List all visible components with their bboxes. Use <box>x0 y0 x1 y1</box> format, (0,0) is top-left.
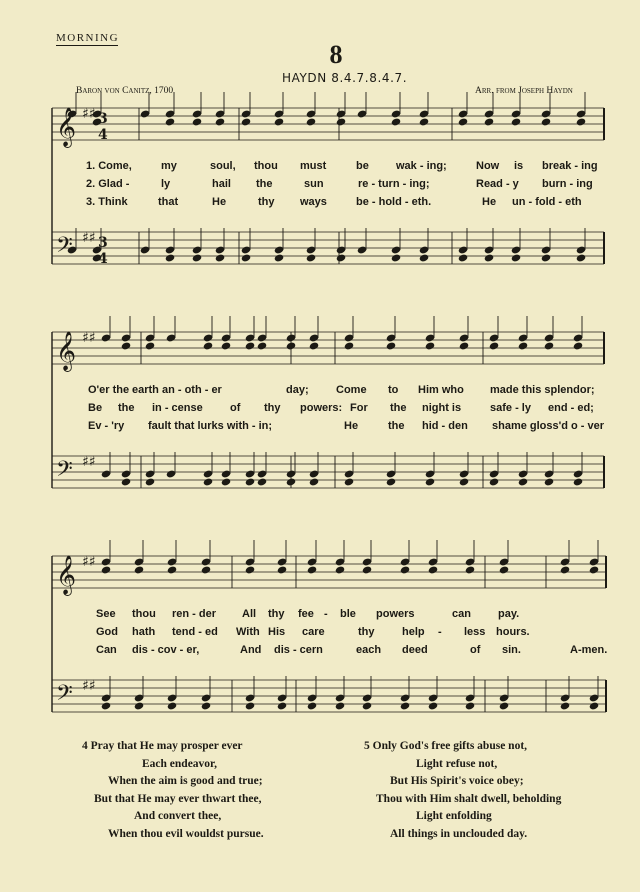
lyric-word: of <box>470 644 481 656</box>
lyric-word: thy <box>358 626 375 638</box>
note-head <box>499 701 509 710</box>
lyric-word: All <box>242 608 257 620</box>
stanza-line: Light enfolding <box>416 810 492 822</box>
lyric-word: thou <box>254 160 278 172</box>
note-head <box>241 253 251 262</box>
lyric-word: powers <box>376 608 415 620</box>
note-head <box>589 565 599 574</box>
lyric-word: in - cense <box>152 402 203 414</box>
stanza-line: 5 Only God's free gifts abuse not, <box>364 740 528 752</box>
lyric-word: powers: <box>300 402 343 414</box>
stanza-line: But His Spirit's voice obey; <box>390 775 524 787</box>
lyric-word: A-men. <box>570 644 608 656</box>
lyric-word: tend - ed <box>172 626 218 638</box>
note-head <box>245 477 255 486</box>
note-head <box>203 341 213 350</box>
lyric-word: He <box>344 420 359 432</box>
key-signature: ♯♯ <box>82 554 96 570</box>
note-head <box>335 565 345 574</box>
lyric-word: wak - ing; <box>396 160 447 172</box>
lyric-word: be - hold - eth. <box>356 196 432 208</box>
lyric-line-s2-v3 <box>88 420 608 435</box>
lyric-word: deed <box>402 644 428 656</box>
note-head <box>544 477 554 486</box>
key-signature: ♯♯ <box>82 330 96 346</box>
note-head <box>428 701 438 710</box>
note-head <box>274 253 284 262</box>
note-head <box>121 477 131 486</box>
lyric-line-s3-v1 <box>96 608 616 623</box>
lyric-word: ble <box>340 608 356 620</box>
lyric-word: Now <box>476 160 500 172</box>
lyric-word: ways <box>300 196 327 208</box>
note-head <box>101 701 111 710</box>
stanza-line: And convert thee, <box>134 810 222 822</box>
lyric-word: the <box>390 402 407 414</box>
note-head <box>560 565 570 574</box>
time-signature-bottom: 4 <box>98 251 108 267</box>
note-head <box>489 341 499 350</box>
note-head <box>573 341 583 350</box>
note-head <box>511 117 521 126</box>
lyric-word: that <box>158 196 179 208</box>
lyric-word: dis - cern <box>274 644 323 656</box>
note-head <box>458 253 468 262</box>
stanza-line: Light refuse not, <box>416 757 498 770</box>
key-signature: ♯♯ <box>82 106 96 122</box>
lyric-word: 3. Think <box>86 196 128 208</box>
time-signature-top: 3 <box>98 111 108 127</box>
lyric-word: sin. <box>502 644 521 656</box>
note-head <box>344 341 354 350</box>
note-head <box>167 701 177 710</box>
note-head <box>335 701 345 710</box>
note-head <box>459 341 469 350</box>
note-head <box>386 477 396 486</box>
arranger-credit: Arr. from Joseph Haydn <box>475 86 573 96</box>
note-head <box>257 341 267 350</box>
lyric-word: For <box>350 402 368 414</box>
lyric-word: to <box>388 384 399 396</box>
stanza-line: Each endeavor, <box>142 757 217 770</box>
treble-clef: 𝄞 <box>56 331 77 371</box>
note-head <box>484 253 494 262</box>
lyric-word: fee <box>298 608 314 620</box>
lyric-word: soul, <box>210 160 236 172</box>
lyric-word: God <box>96 626 118 638</box>
stanza-4 <box>82 738 342 843</box>
note-head <box>400 565 410 574</box>
lyric-word: be <box>356 160 369 172</box>
lyric-word: night is <box>422 402 462 414</box>
note-head <box>465 701 475 710</box>
lyric-word: care <box>302 626 325 638</box>
lyric-word: thy <box>264 402 281 414</box>
note-head <box>257 477 267 486</box>
note-head <box>309 341 319 350</box>
note-head <box>241 117 251 126</box>
lyric-word: break - ing <box>542 160 598 172</box>
note-head <box>336 253 346 262</box>
lyric-word: And <box>240 644 262 656</box>
lyric-line-s3-v3 <box>96 644 616 659</box>
note-head <box>145 477 155 486</box>
note-head <box>459 477 469 486</box>
lyric-word: O'er the <box>88 384 130 396</box>
stanza-5 <box>364 738 634 843</box>
lyric-word: made this splendor; <box>490 384 595 396</box>
note-head <box>391 253 401 262</box>
note-head <box>576 253 586 262</box>
note-head <box>344 477 354 486</box>
note-head <box>425 341 435 350</box>
lyric-word: safe - ly <box>490 402 531 414</box>
lyric-word: Can <box>96 644 117 656</box>
lyric-line-s2-v2 <box>88 402 608 417</box>
lyric-word: can <box>452 608 471 620</box>
lyric-word: the <box>388 420 405 432</box>
lyric-line-s1-v1 <box>86 160 606 175</box>
lyric-line-s1-v3 <box>86 196 606 211</box>
note-head <box>145 341 155 350</box>
lyric-word: He <box>212 196 227 208</box>
lyric-word: Him who <box>418 384 464 396</box>
lyric-word: hail <box>212 178 231 190</box>
stanza-line: But that He may ever thwart thee, <box>94 792 262 805</box>
note-head <box>245 565 255 574</box>
note-head <box>201 701 211 710</box>
lyric-word: - <box>324 608 328 620</box>
lyric-word: less <box>464 626 486 638</box>
lyric-word: day; <box>286 384 309 396</box>
note-head <box>518 341 528 350</box>
note-head <box>192 253 202 262</box>
note-head <box>336 117 346 126</box>
lyric-word: the <box>118 402 135 414</box>
note-head <box>221 341 231 350</box>
lyric-word: - <box>438 626 442 638</box>
lyric-word: Read - y <box>476 178 519 190</box>
lyric-word: must <box>300 160 327 172</box>
note-head <box>165 253 175 262</box>
lyric-word: 2. Glad - <box>86 178 130 190</box>
hymn-number: 8 <box>329 40 343 69</box>
lyric-word: burn - ing <box>542 178 593 190</box>
note-head <box>573 477 583 486</box>
treble-clef: 𝄞 <box>56 107 77 147</box>
note-head <box>245 341 255 350</box>
note-head <box>306 117 316 126</box>
lyric-word: hath <box>132 626 156 638</box>
lyric-word: pay. <box>498 608 520 620</box>
note-head <box>309 477 319 486</box>
lyric-word: 1. Come, <box>86 160 132 172</box>
note-head <box>203 477 213 486</box>
note-head <box>518 477 528 486</box>
lyric-word: thy <box>258 196 275 208</box>
note-head <box>544 341 554 350</box>
lyric-word: each <box>356 644 382 656</box>
lyric-word: help <box>402 626 425 638</box>
note-head <box>400 701 410 710</box>
note-head <box>484 117 494 126</box>
note-head <box>458 117 468 126</box>
lyric-word: thou <box>132 608 156 620</box>
note-head <box>167 565 177 574</box>
note-head <box>576 117 586 126</box>
note-head <box>165 117 175 126</box>
lyric-word: Come <box>336 384 367 396</box>
lyric-word: dis - cov - er, <box>132 644 200 656</box>
bass-clef: 𝄢 <box>56 233 73 263</box>
lyric-word: ly <box>161 178 171 190</box>
note-head <box>201 565 211 574</box>
note-head <box>391 117 401 126</box>
lyric-word: See <box>96 608 116 620</box>
lyric-word: thy <box>268 608 285 620</box>
note-head <box>419 253 429 262</box>
tune-name: HAYDN 8.4.7.8.4.7. <box>282 71 408 85</box>
note-head <box>134 565 144 574</box>
note-head <box>245 701 255 710</box>
author-credit: Baron von Canitz, 1700 <box>76 86 174 96</box>
lyric-line-s1-v2 <box>86 178 606 193</box>
note-head <box>221 477 231 486</box>
note-head <box>192 117 202 126</box>
lyric-word: is <box>514 160 524 172</box>
stanza-line: 4 Pray that He may prosper ever <box>82 740 243 752</box>
section-heading: MORNING <box>56 32 120 44</box>
note-head <box>277 565 287 574</box>
lyric-word: shame gloss'd o - ver <box>492 420 605 432</box>
lyric-word: the <box>256 178 273 190</box>
note-head <box>362 701 372 710</box>
note-head <box>307 701 317 710</box>
key-signature: ♯♯ <box>82 230 96 246</box>
lyric-word: ren - der <box>172 608 217 620</box>
bass-clef: 𝄢 <box>56 457 73 487</box>
note-head <box>465 565 475 574</box>
lyric-word: my <box>161 160 177 172</box>
stanza-line: Thou with Him shalt dwell, beholding <box>376 792 562 805</box>
note-head <box>362 565 372 574</box>
stanza-line: All things in unclouded day. <box>390 827 528 840</box>
treble-clef: 𝄞 <box>56 555 77 595</box>
time-signature-bottom: 4 <box>98 127 108 143</box>
note-head <box>541 117 551 126</box>
stanza-line: When the aim is good and true; <box>108 775 263 787</box>
note-head <box>499 565 509 574</box>
stanza-line: When thou evil wouldst pursue. <box>108 827 264 840</box>
note-head <box>134 701 144 710</box>
note-head <box>286 477 296 486</box>
lyric-word: His <box>268 626 286 638</box>
lyric-word: un - fold - eth <box>512 196 582 208</box>
note-head <box>121 341 131 350</box>
lyric-word: end - ed; <box>548 402 594 414</box>
lyric-line-s2-v1 <box>88 384 608 399</box>
time-signature-top: 3 <box>98 235 108 251</box>
note-head <box>306 253 316 262</box>
note-head <box>511 253 521 262</box>
lyric-word: fault that lurks with - in; <box>148 420 273 432</box>
lyric-word: of <box>230 402 241 414</box>
key-signature: ♯♯ <box>82 678 96 694</box>
key-signature: ♯♯ <box>82 454 96 470</box>
lyric-word: hours. <box>496 626 530 638</box>
note-head <box>386 341 396 350</box>
lyric-word: Be <box>88 402 103 414</box>
note-head <box>274 117 284 126</box>
note-head <box>589 701 599 710</box>
lyric-word: sun <box>304 178 324 190</box>
lyric-line-s3-v2 <box>96 626 616 641</box>
note-head <box>215 253 225 262</box>
lyric-word: Ev - 'ry <box>88 420 125 432</box>
note-head <box>425 477 435 486</box>
lyric-word: earth an - oth - er <box>132 384 222 396</box>
note-head <box>277 701 287 710</box>
note-head <box>428 565 438 574</box>
note-head <box>286 341 296 350</box>
lyric-word: re - turn - ing; <box>358 178 430 190</box>
bass-clef: 𝄢 <box>56 681 73 711</box>
note-head <box>101 565 111 574</box>
lyric-word: hid - den <box>422 420 468 432</box>
note-head <box>560 701 570 710</box>
note-head <box>489 477 499 486</box>
note-head <box>419 117 429 126</box>
note-head <box>307 565 317 574</box>
lyric-word: He <box>482 196 497 208</box>
lyric-word: With <box>236 626 260 638</box>
note-head <box>541 253 551 262</box>
note-head <box>215 117 225 126</box>
